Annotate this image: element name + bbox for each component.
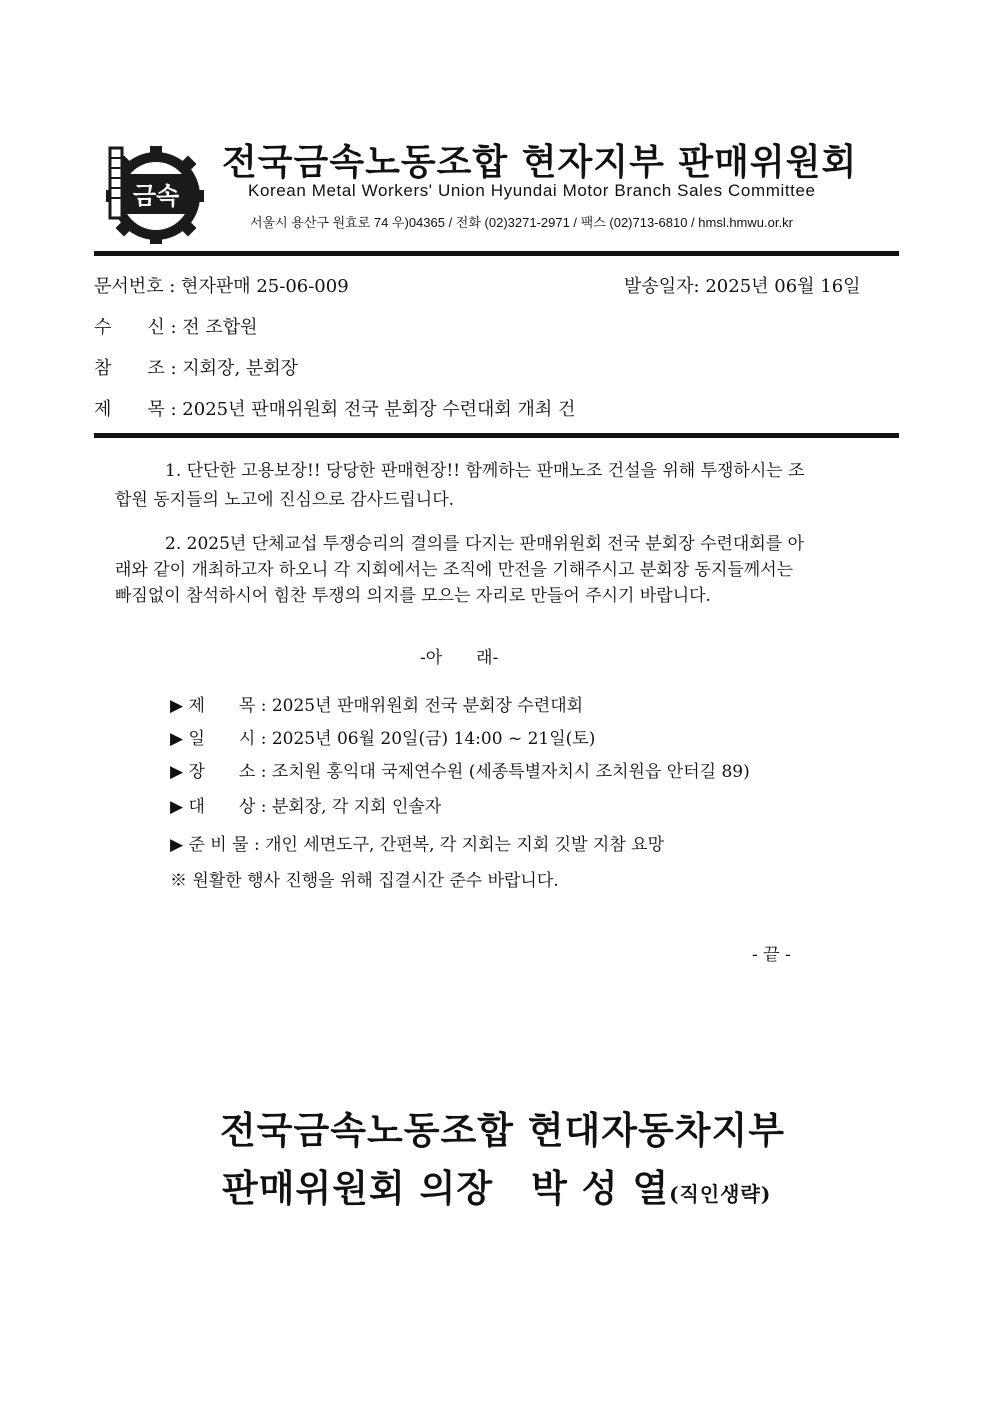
org-title: 전국금속노동조합 현자지부 판매위원회 [222, 141, 858, 183]
reference: 참 조 : 지회장, 분회장 [94, 358, 299, 379]
signature-chair [222, 1158, 771, 1212]
end-mark: - 끝 - [752, 945, 791, 965]
recipient: 수 신 : 전 조합원 [94, 317, 258, 338]
seal-note: (직인생략) [669, 1182, 772, 1206]
issue-date: 발송일자: 2025년 06월 16일 [624, 276, 861, 297]
note: ※ 원활한 행사 진행을 위해 집결시간 준수 바랍니다. [170, 871, 559, 891]
header-divider [94, 251, 899, 256]
signature-name: 판매위원회 의장 박 성 열 [222, 1166, 670, 1210]
para1-line1: 1. 단단한 고용보장!! 당당한 판매현장!! 함께하는 판매노조 건설을 위해 투쟁하시는 조 [165, 461, 805, 481]
para2-line3: 빠짐없이 참석하시어 힘찬 투쟁의 의지를 모으는 자리로 만들어 주시기 바랍니다. [115, 586, 711, 606]
detail-datetime: ▶ 일 시 : 2025년 06월 20일(금) 14:00 ~ 21일(토) [170, 729, 596, 749]
detail-place: ▶ 장 소 : 조치원 홍익대 국제연수원 (세종특별자치시 조치원읍 안터길 89) [170, 762, 750, 782]
para2-line1: 2. 2025년 단체교섭 투쟁승리의 결의를 다지는 판매위원회 전국 분회장 수련대회를 아 [165, 534, 805, 554]
org-address: 서울시 용산구 원효로 74 우)04365 / 전화 (02)3271-2971 / 팩스 (02)713-6810 / hmsl.hmwu.or.kr [250, 215, 793, 230]
org-english-name: Korean Metal Workers' Union Hyundai Motor Branch Sales Committee [248, 181, 816, 200]
para1-line2: 합원 동지들의 노고에 진심으로 감사드립니다. [115, 490, 455, 510]
para2-line2: 래와 같이 개최하고자 하오니 각 지회에서는 조직에 만전을 기해주시고 분회장 동지들께서는 [115, 560, 794, 580]
union-logo-graphic [104, 144, 204, 244]
subject: 제 목 : 2025년 판매위원회 전국 분회장 수련대회 개최 건 [94, 399, 576, 420]
detail-target: ▶ 대 상 : 분회장, 각 지회 인솔자 [170, 797, 442, 817]
meta-divider [94, 433, 899, 438]
detail-title: ▶ 제 목 : 2025년 판매위원회 전국 분회장 수련대회 [170, 696, 584, 716]
doc-number: 문서번호 : 현자판매 25-06-009 [94, 276, 349, 297]
logo-text: 금속 [132, 182, 180, 210]
below-title: -아 래- [420, 648, 499, 668]
signature-org: 전국금속노동조합 현대자동차지부 [220, 1108, 786, 1152]
detail-supplies: ▶ 준 비 물 : 개인 세면도구, 간편복, 각 지회는 지회 깃발 지참 요망 [170, 835, 664, 855]
union-logo [104, 144, 204, 244]
